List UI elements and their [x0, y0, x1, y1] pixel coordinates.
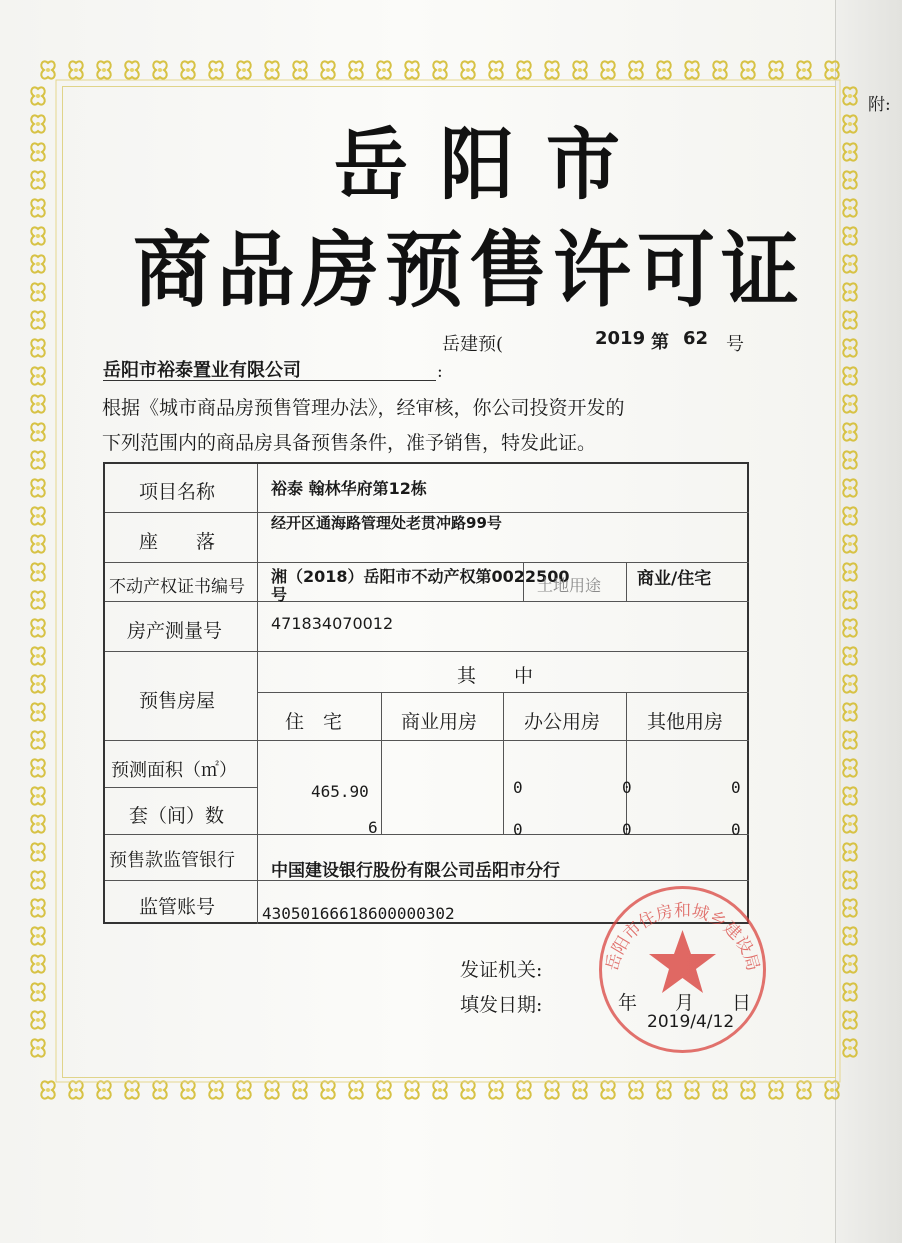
border-ornament [31, 647, 44, 664]
issuer-label: 发证机关: [460, 959, 543, 981]
border-ornament [573, 61, 586, 78]
border-ornament [97, 1081, 110, 1098]
border-ornament [237, 61, 250, 78]
border-ornament [545, 1081, 558, 1098]
border-ornament [31, 759, 44, 776]
statement-line-2: 下列范围内的商品房具备预售条件，准予销售，特发此证。 [102, 432, 597, 454]
border-ornament [843, 703, 856, 720]
issue-date-ymd: 年 月 日 [618, 992, 752, 1014]
issue-date-value: 2019/4/12 [647, 1012, 735, 1032]
border-ornament [843, 647, 856, 664]
border-ornament [209, 1081, 222, 1098]
border-ornament [31, 591, 44, 608]
page-title: 商品房预售许可证 [132, 224, 805, 319]
permit-di: 第 [651, 332, 669, 353]
land-use-value: 商业/住宅 [637, 569, 712, 589]
official-seal [595, 882, 770, 1057]
survey-number-label: 房产测量号 [127, 620, 223, 642]
border-ornament [843, 1011, 856, 1028]
permit-prefix: 岳建预( [442, 334, 504, 355]
border-ornament [843, 983, 856, 1000]
land-use-label: 土地用途 [537, 576, 602, 595]
area-other: 0 [731, 778, 741, 797]
border-ornament [125, 1081, 138, 1098]
page-title-city: 岳阳市 [334, 120, 652, 211]
border-ornament [843, 871, 856, 888]
border-ornament [153, 61, 166, 78]
seal-text: 岳阳市住房和城乡建设局 [602, 900, 763, 974]
location-label: 座 落 [139, 531, 216, 553]
border-ornament [31, 983, 44, 1000]
border-ornament [843, 815, 856, 832]
border-ornament [843, 619, 856, 636]
area-residential: 465.90 [311, 782, 369, 801]
col-divider [381, 692, 382, 834]
row-divider [105, 740, 749, 741]
col-other: 其他用房 [647, 711, 724, 733]
border-ornament [843, 759, 856, 776]
border-ornament [31, 339, 44, 356]
cert-number-label: 不动产权证书编号 [109, 577, 245, 597]
border-ornament [41, 61, 54, 78]
area-label: 预测面积（㎡） [111, 760, 237, 781]
border-ornament [843, 563, 856, 580]
border-ornament [843, 899, 856, 916]
units-commercial: 0 [513, 820, 523, 839]
company-colon: : [437, 362, 443, 382]
row-divider [105, 834, 749, 835]
border-ornament [843, 1039, 856, 1056]
border-ornament [31, 871, 44, 888]
border-ornament [31, 87, 44, 104]
border-ornament [31, 423, 44, 440]
bank-value: 中国建设银行股份有限公司岳阳市分行 [271, 861, 560, 881]
col-divider [503, 692, 504, 834]
cert-number-value: 湘（2018）岳阳市不动产权第0022500 [271, 567, 570, 586]
border-ornament [843, 675, 856, 692]
col-residential: 住 宅 [285, 711, 343, 733]
border-ornament [349, 1081, 362, 1098]
border-ornament [601, 1081, 614, 1098]
company-name: 岳阳市裕泰置业有限公司 [103, 360, 301, 381]
border-ornament [31, 1011, 44, 1028]
border-ornament [181, 61, 194, 78]
border-ornament [843, 927, 856, 944]
border-ornament [797, 61, 810, 78]
row-divider [105, 562, 749, 563]
border-ornament [293, 1081, 306, 1098]
bank-label: 预售款监管银行 [109, 850, 235, 871]
border-ornament [713, 61, 726, 78]
border-ornament [843, 535, 856, 552]
border-ornament [843, 367, 856, 384]
border-ornament [31, 731, 44, 748]
area-commercial: 0 [513, 778, 523, 797]
border-ornament [769, 61, 782, 78]
project-name-value: 裕泰 翰林华府第12栋 [271, 479, 427, 498]
border-ornament [843, 955, 856, 972]
border-ornament [97, 61, 110, 78]
border-ornament [741, 1081, 754, 1098]
col-divider [626, 562, 627, 601]
border-ornament [349, 61, 362, 78]
border-ornament [31, 535, 44, 552]
border-ornament [601, 61, 614, 78]
statement-line-1: 根据《城市商品房预售管理办法》，经审核，你公司投资开发的 [102, 397, 625, 419]
border-ornament [629, 61, 642, 78]
border-ornament [405, 1081, 418, 1098]
border-ornament [843, 339, 856, 356]
border-ornament [657, 61, 670, 78]
border-ornament [405, 61, 418, 78]
border-ornament [657, 1081, 670, 1098]
border-ornament [489, 61, 502, 78]
border-ornament [265, 1081, 278, 1098]
border-ornament [713, 1081, 726, 1098]
border-ornament [31, 1039, 44, 1056]
border-ornament [843, 423, 856, 440]
units-label: 套（间）数 [129, 805, 225, 827]
border-ornament [825, 1081, 838, 1098]
border-ornament [433, 1081, 446, 1098]
units-office: 0 [622, 820, 632, 839]
col-office: 办公用房 [524, 711, 601, 733]
border-ornament [321, 1081, 334, 1098]
border-ornament [153, 1081, 166, 1098]
border-ornament [489, 1081, 502, 1098]
company-underline [103, 380, 436, 381]
border-ornament [293, 61, 306, 78]
border-ornament [377, 1081, 390, 1098]
border-ornament [31, 955, 44, 972]
border-ornament [517, 1081, 530, 1098]
border-ornament [461, 1081, 474, 1098]
border-ornament [843, 87, 856, 104]
cert-number-value-cont: 号 [271, 585, 288, 604]
border-ornament [31, 479, 44, 496]
border-ornament [181, 1081, 194, 1098]
border-ornament [31, 619, 44, 636]
border-ornament [31, 367, 44, 384]
permit-number: 62 [683, 328, 709, 349]
among-label: 其 中 [457, 665, 534, 687]
border-ornament [69, 1081, 82, 1098]
border-ornament [629, 1081, 642, 1098]
area-office: 0 [622, 778, 632, 797]
row-divider [105, 651, 749, 652]
permit-year: 2019 [595, 328, 646, 349]
border-ornament [31, 815, 44, 832]
border-ornament [31, 843, 44, 860]
border-ornament [41, 1081, 54, 1098]
border-ornament [545, 61, 558, 78]
units-other: 0 [731, 820, 741, 839]
border-ornament [31, 899, 44, 916]
account-value: 43050166618600000302 [262, 904, 455, 923]
border-ornament [377, 61, 390, 78]
border-ornament [31, 787, 44, 804]
border-ornament [769, 1081, 782, 1098]
border-ornament [825, 61, 838, 78]
issue-date-label: 填发日期: [460, 994, 543, 1016]
border-ornament [517, 61, 530, 78]
border-ornament [685, 1081, 698, 1098]
border-ornament [461, 61, 474, 78]
side-note: 附: [868, 95, 891, 115]
border-ornament [31, 927, 44, 944]
border-ornament [237, 1081, 250, 1098]
col-commercial: 商业用房 [401, 711, 478, 733]
row-divider [105, 601, 749, 602]
border-ornament [843, 395, 856, 412]
units-residential: 6 [368, 818, 378, 837]
permit-table [103, 462, 749, 924]
border-ornament [433, 61, 446, 78]
account-label: 监管账号 [139, 896, 216, 918]
col-divider [626, 692, 627, 834]
border-ornament [843, 479, 856, 496]
border-ornament [69, 61, 82, 78]
border-ornament [31, 563, 44, 580]
border-ornament [685, 61, 698, 78]
presale-housing-label: 预售房屋 [139, 690, 216, 712]
border-ornament [843, 787, 856, 804]
border-ornament [265, 61, 278, 78]
survey-number-value: 471834070012 [271, 614, 394, 633]
border-ornament [209, 61, 222, 78]
border-ornament [125, 61, 138, 78]
border-ornament [31, 675, 44, 692]
border-ornament [321, 61, 334, 78]
border-ornament [573, 1081, 586, 1098]
project-name-label: 项目名称 [139, 481, 216, 503]
border-ornament [843, 451, 856, 468]
row-divider [105, 787, 257, 788]
border-ornament [31, 703, 44, 720]
location-value: 经开区通海路管理处老贯冲路99号 [271, 514, 502, 532]
border-ornament [843, 731, 856, 748]
border-ornament [31, 507, 44, 524]
border-ornament [797, 1081, 810, 1098]
border-ornament [843, 591, 856, 608]
permit-hao: 号 [726, 334, 744, 355]
border-ornament [741, 61, 754, 78]
border-ornament [31, 451, 44, 468]
border-ornament [843, 507, 856, 524]
border-ornament [843, 843, 856, 860]
border-ornament [31, 395, 44, 412]
col-divider [257, 464, 258, 924]
